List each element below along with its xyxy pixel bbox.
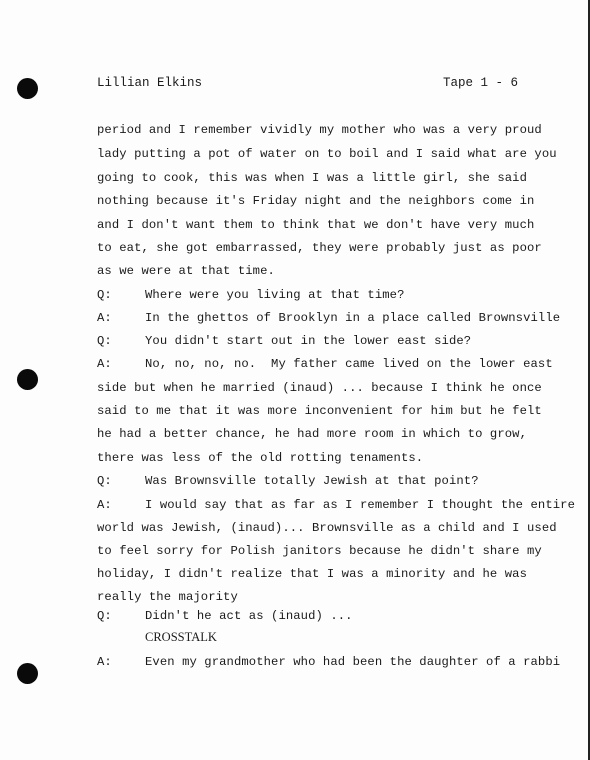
answer-text: No, no, no, no. My father came lived on the lower east [145,357,553,371]
answer-text: I would say that as far as I remember I thought the entire [145,498,575,512]
transcript-line: and I don't want them to think that we don't have very much [97,218,535,232]
question-text: Didn't he act as (inaud) ... [145,609,353,623]
transcript-line: he had a better chance, he had more room in which to grow, [97,427,527,441]
answer-text: Even my grandmother who had been the daughter of a rabbi [145,655,561,669]
transcript-line: said to me that it was more inconvenient for him but he felt [97,404,542,418]
speaker-label-q: Q: [97,609,112,623]
speaker-label-q: Q: [97,334,112,348]
transcript-line: period and I remember vividly my mother who was a very proud [97,123,542,137]
question-text: You didn't start out in the lower east side? [145,334,472,348]
transcript-line: going to cook, this was when I was a little girl, she said [97,171,527,185]
transcript-line: nothing because it's Friday night and the neighbors come in [97,194,535,208]
transcript-line: as we were at that time. [97,264,275,278]
tape-number: Tape 1 - 6 [443,76,519,90]
transcript-line: to feel sorry for Polish janitors because he didn't share my [97,544,542,558]
transcript-line: world was Jewish, (inaud)... Brownsville as a child and I used [97,521,557,535]
question-text: Where were you living at that time? [145,288,405,302]
interviewee-name: Lillian Elkins [97,76,203,90]
transcript-line: side but when he married (inaud) ... because I think he once [97,381,542,395]
transcript-line: there was less of the old rotting tenaments. [97,451,424,465]
speaker-label-q: Q: [97,474,112,488]
speaker-label-a: A: [97,655,112,669]
binder-hole-bottom [17,663,38,684]
binder-hole-top [17,78,38,99]
transcript-line: really the majority [97,590,238,604]
speaker-label-a: A: [97,311,112,325]
question-text: Was Brownsville totally Jewish at that point? [145,474,479,488]
speaker-label-a: A: [97,357,112,371]
transcript-line: to eat, she got embarrassed, they were probably just as poor [97,241,542,255]
speaker-label-a: A: [97,498,112,512]
answer-text: In the ghettos of Brooklyn in a place called Brownsville [145,311,561,325]
transcript-line: lady putting a pot of water on to boil and I said what are you [97,147,557,161]
speaker-label-q: Q: [97,288,112,302]
binder-hole-middle [17,369,38,390]
crosstalk-note: CROSSTALK [145,630,217,644]
transcript-line: holiday, I didn't realize that I was a minority and he was [97,567,527,581]
